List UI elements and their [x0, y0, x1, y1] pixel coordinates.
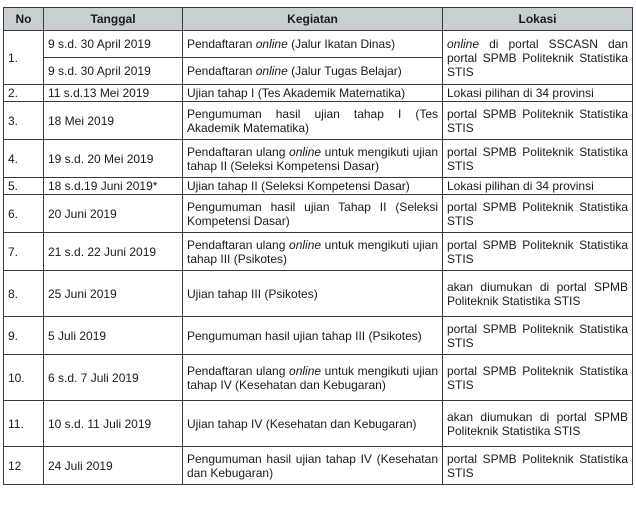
text-segment: akan diumukan di portal SPMB Politeknik Statistika STIS [447, 409, 628, 438]
text-segment: Lokasi pilihan di 34 provinsi [447, 179, 594, 193]
table-row [4, 140, 633, 178]
cell-no: 5. [4, 178, 44, 195]
header-kegiatan: Kegiatan [183, 8, 443, 31]
header-tanggal: Tanggal [44, 8, 183, 31]
cell-tanggal: 25 Juni 2019 [44, 271, 183, 317]
italic-text: online [289, 237, 322, 252]
italic-text: online [255, 64, 288, 78]
cell-no: 8. [4, 271, 44, 317]
cell-no: 1. [4, 31, 44, 85]
cell-tanggal: 6 s.d. 7 Juli 2019 [44, 355, 183, 401]
cell-kegiatan [183, 58, 443, 85]
text-segment: portal SPMB Politeknik Statistika STIS [447, 199, 628, 228]
text-segment: Ujian tahap II (Seleksi Kompetensi Dasar) [187, 179, 410, 193]
cell-lokasi [443, 401, 633, 447]
cell-kegiatan [183, 355, 443, 401]
cell-tanggal: 9 s.d. 30 April 2019 [44, 58, 183, 85]
cell-tanggal: 11 s.d.13 Mei 2019 [44, 85, 183, 102]
text-segment: Ujian tahap III (Psikotes) [187, 286, 318, 301]
cell-no: 6. [4, 195, 44, 233]
text-segment: portal SPMB Politeknik Statistika STIS [447, 144, 628, 173]
cell-no: 12 [4, 447, 44, 485]
text-segment: Ujian tahap IV (Kesehatan dan Kebugaran) [187, 416, 417, 431]
cell-lokasi [443, 85, 633, 102]
cell-tanggal: 9 s.d. 30 April 2019 [44, 31, 183, 58]
cell-tanggal: 20 Juni 2019 [44, 195, 183, 233]
cell-lokasi [443, 317, 633, 355]
cell-kegiatan [183, 271, 443, 317]
cell-no: 3. [4, 102, 44, 140]
cell-lokasi [443, 178, 633, 195]
table-row [4, 178, 633, 195]
cell-no: 2. [4, 85, 44, 102]
text-segment: portal SPMB Politeknik Statistika STIS [447, 321, 628, 350]
schedule-document [3, 7, 632, 485]
text-segment: (Jalur Tugas Belajar) [287, 64, 402, 78]
cell-kegiatan [183, 447, 443, 485]
cell-kegiatan [183, 140, 443, 178]
cell-tanggal: 5 Juli 2019 [44, 317, 183, 355]
text-segment: Pengumuman hasil ujian tahap III (Psikotes) [187, 328, 422, 343]
text-segment: portal SPMB Politeknik Statistika STIS [447, 363, 628, 392]
table-row [4, 271, 633, 317]
cell-kegiatan [183, 178, 443, 195]
italic-text: online [289, 144, 322, 159]
cell-no: 11. [4, 401, 44, 447]
text-segment: Pendaftaran ulang [187, 363, 290, 378]
cell-kegiatan [183, 317, 443, 355]
cell-lokasi [443, 447, 633, 485]
cell-tanggal: 10 s.d. 11 Juli 2019 [44, 401, 183, 447]
cell-tanggal: 19 s.d. 20 Mei 2019 [44, 140, 183, 178]
text-segment: portal SPMB Politeknik Statistika STIS [447, 237, 628, 266]
cell-tanggal: 24 Juli 2019 [44, 447, 183, 485]
text-segment: Pendaftaran [187, 64, 256, 78]
text-segment: Pendaftaran ulang [187, 144, 290, 159]
cell-kegiatan [183, 31, 443, 58]
cell-no: 10. [4, 355, 44, 401]
cell-kegiatan [183, 401, 443, 447]
italic-text: online [289, 363, 322, 378]
cell-no: 7. [4, 233, 44, 271]
table-row [4, 31, 633, 58]
table-row [4, 85, 633, 102]
text-segment: Ujian tahap I (Tes Akademik Matematika) [187, 86, 406, 100]
table-row [4, 233, 633, 271]
text-segment: portal SPMB Politeknik Statistika STIS [447, 451, 628, 480]
text-segment: untuk mengikuti ujian tahap IV (Kesehatan dan Kebugaran) [187, 363, 438, 392]
text-segment: untuk mengikuti ujian tahap III (Psikotes) [187, 237, 438, 266]
text-segment: portal SPMB Politeknik Statistika STIS [447, 106, 628, 135]
cell-lokasi [443, 31, 633, 85]
text-segment: Pendaftaran [187, 37, 256, 51]
schedule-table [3, 7, 633, 485]
cell-no: 4. [4, 140, 44, 178]
cell-tanggal: 18 Mei 2019 [44, 102, 183, 140]
cell-lokasi [443, 271, 633, 317]
text-segment: Pengumuman hasil ujian Tahap II (Seleksi Kompetensi Dasar) [187, 199, 438, 228]
italic-text: online [447, 36, 480, 51]
table-row [4, 401, 633, 447]
text-segment: Lokasi pilihan di 34 provinsi [447, 86, 594, 100]
table-row [4, 317, 633, 355]
text-segment: Pengumuman hasil ujian tahap IV (Kesehatan dan Kebugaran) [187, 451, 438, 480]
cell-tanggal: 18 s.d.19 Juni 2019* [44, 178, 183, 195]
text-segment: untuk mengikuti ujian tahap II (Seleksi Kompetensi Dasar) [187, 144, 438, 173]
table-row [4, 355, 633, 401]
header-lokasi: Lokasi [443, 8, 633, 31]
table-row [4, 102, 633, 140]
text-segment: Pendaftaran ulang [187, 237, 290, 252]
cell-no: 9. [4, 317, 44, 355]
cell-lokasi [443, 140, 633, 178]
cell-lokasi [443, 102, 633, 140]
cell-kegiatan [183, 85, 443, 102]
text-segment: akan diumukan di portal SPMB Politeknik Statistika STIS [447, 279, 628, 308]
cell-kegiatan [183, 195, 443, 233]
header-no: No [4, 8, 44, 31]
cell-tanggal: 21 s.d. 22 Juni 2019 [44, 233, 183, 271]
cell-kegiatan [183, 102, 443, 140]
text-segment: di portal SSCASN dan portal SPMB Politeknik Statistika STIS [447, 36, 628, 79]
header-row [4, 8, 633, 31]
table-row [4, 195, 633, 233]
text-segment: (Jalur Ikatan Dinas) [287, 37, 396, 51]
text-segment: Pengumuman hasil ujian tahap I (Tes Akademik Matematika) [187, 106, 438, 135]
cell-lokasi [443, 355, 633, 401]
table-row [4, 447, 633, 485]
italic-text: online [255, 37, 288, 51]
cell-kegiatan [183, 233, 443, 271]
cell-lokasi [443, 195, 633, 233]
cell-lokasi [443, 233, 633, 271]
